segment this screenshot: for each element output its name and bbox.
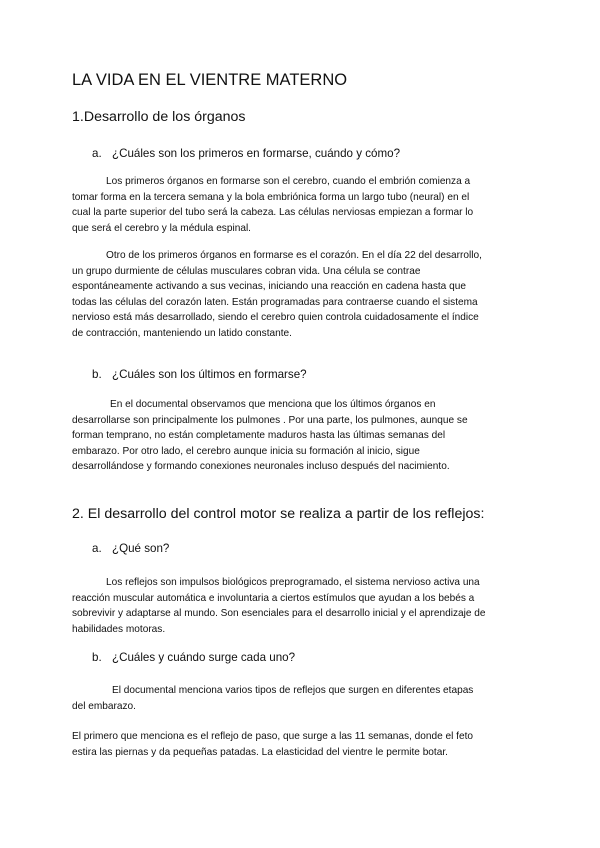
paragraph-line: embarazo. Por otro lado, el cerebro aunque inicia su formación al inicio, sigue [72,445,420,457]
list-marker: b. [92,651,102,664]
paragraph-line: Los primeros órganos en formarse son el cerebro, cuando el embrión comienza a [106,176,471,187]
paragraph-line: sobrevivir y adaptarse al mundo. Son esenciales para el desarrollo inicial y el aprendizaje de [72,608,486,619]
question-2a [92,542,169,555]
question-text: ¿Cuáles son los últimos en formarse? [112,368,307,381]
paragraph-1a-2 [72,248,532,341]
paragraph-line: un grupo durmiente de células musculares cobran vida. Una célula se contrae [72,265,421,277]
question-1a [92,147,400,160]
paragraph-2b-1 [72,683,532,714]
question-text: ¿Cuáles son los primeros en formarse, cuándo y cómo? [112,147,401,160]
question-text: ¿Qué son? [112,542,170,555]
paragraph-line: tomar forma en la tercera semana y la bola embriónica forma un largo tubo (neural) en el [72,191,470,203]
list-marker: b. [92,368,102,381]
paragraph-line: forman temprano, no están completamente maduros hasta las últimas semanas del [72,430,446,441]
paragraph-line: nervioso está más desarrollado, siendo el cerebro quien controla cuidadosamente el índice [72,312,479,323]
list-marker: a. [92,542,102,555]
paragraph-line: Otro de los primeros órganos en formarse es el corazón. En el día 22 del desarrollo, [106,250,482,261]
paragraph-1b-1 [72,397,532,475]
paragraph-line: del embarazo. [72,700,136,712]
paragraph-line: desarrollarse son principalmente los pulmones . Por una parte, los pulmones, aunque se [72,414,468,426]
paragraph-line: que será el cerebro y la médula espinal. [72,222,251,234]
paragraph-line: El documental menciona varios tipos de reflejos que surgen en diferentes etapas [112,685,474,696]
paragraph-line: habilidades motoras. [72,623,166,635]
paragraph-1a-1 [72,174,532,236]
question-text: ¿Cuáles y cuándo surge cada uno? [112,651,296,664]
paragraph-line: estira las piernas y da pequeñas patadas. La elasticidad del vientre le permite botar. [72,746,448,758]
paragraph-line: reacción muscular automática e involuntaria a ciertos estímulos que ayudan a los bebés a [72,592,475,604]
paragraph-line: espontáneamente activando a sus vecinas, iniciando una reacción en cadena hasta que [72,281,466,292]
paragraph-2a-1 [72,575,532,637]
paragraph-line: de contracción, manteniendo un latido constante. [72,327,292,339]
paragraph-line: cual la parte superior del tubo será la cabeza. Las células nerviosas empiezan a formar lo [72,207,474,218]
paragraph-line: En el documental observamos que menciona que los últimos órganos en [110,399,436,410]
document-title: LA VIDA EN EL VIENTRE MATERNO [72,71,348,89]
list-marker: a. [92,147,102,160]
paragraph-line: todas las células del corazón laten. Están programadas para contraerse cuando el sistema [72,296,478,308]
paragraph-line: Los reflejos son impulsos biológicos preprogramado, el sistema nervioso activa una [106,577,480,588]
question-2b [92,651,295,664]
question-1b [92,368,307,381]
paragraph-line: desarrollándose y formando conexiones neuronales incluso después del nacimiento. [72,461,450,472]
section-2-heading: 2. El desarrollo del control motor se realiza a partir de los reflejos: [72,506,485,522]
paragraph-2b-2 [72,729,532,760]
paragraph-line: El primero que menciona es el reflejo de paso, que surge a las 11 semanas, donde el feto [72,731,474,742]
section-1-heading: 1.Desarrollo de los órganos [72,109,246,125]
